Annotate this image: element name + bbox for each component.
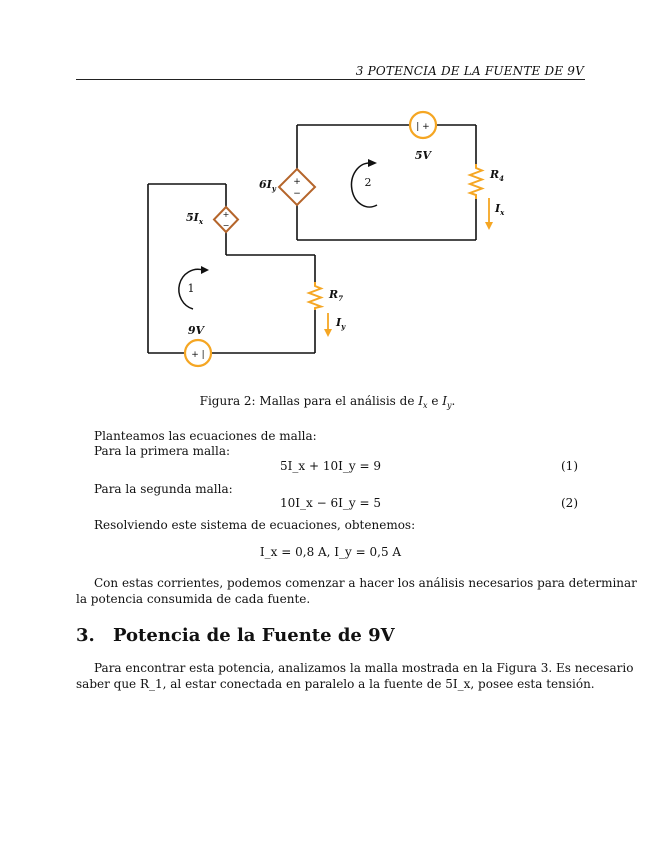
source-5V-terminals: | + (416, 122, 430, 132)
section-heading (76, 625, 395, 646)
source-5V (410, 112, 436, 138)
mesh1-wires (148, 184, 315, 353)
resistor-R4 (470, 164, 482, 199)
source-9V-label: 9V (187, 324, 205, 337)
paragraph-corrientes-line2: la potencia consumida de cada fuente. (76, 592, 311, 606)
dependent-source-5Ix (214, 207, 238, 232)
mesh1-number: 1 (187, 282, 195, 295)
mesh2-number: 2 (364, 176, 372, 189)
section-number: 3. (76, 625, 95, 646)
R4-label: $R_4$ (490, 168, 505, 183)
current-arrow-Iy (324, 313, 332, 337)
section-paragraph-line2: saber que R_1, al estar conectada en paralelo a la fuente de 5I_x, posee esta tensión. (76, 677, 595, 691)
Ix-label: $I_x$ (495, 202, 505, 217)
dep-5Ix-label: $5I_x$ (186, 211, 203, 226)
svg-text:+: + (222, 210, 230, 219)
svg-text:−: − (222, 221, 230, 230)
R7-label: $R_7$ (329, 288, 344, 303)
paragraph-corrientes-line1: Con estas corrientes, podemos comenzar a hacer los análisis necesarios para determinar (94, 576, 637, 590)
section-paragraph-line1: Para encontrar esta potencia, analizamos la malla mostrada en la Figura 3. Es necesario (94, 661, 634, 675)
current-arrow-Ix (485, 198, 493, 230)
equation-2: 10I_x − 6I_y = 5 (280, 496, 381, 510)
paragraph-planteamos: Planteamos las ecuaciones de malla: (94, 429, 317, 443)
dep-6Iy-label: $6I_y$ (259, 178, 276, 193)
equation-2-number: (2) (561, 496, 578, 510)
source-9V-terminals: + | (191, 350, 205, 360)
equation-1-number: (1) (561, 459, 578, 473)
mesh2-wires (297, 125, 476, 240)
Iy-label: $I_y$ (336, 316, 346, 331)
source-9V (185, 340, 211, 366)
equation-1: 5I_x + 10I_y = 9 (280, 459, 381, 473)
paragraph-resolviendo: Resolviendo este sistema de ecuaciones, obtenemos: (94, 518, 416, 532)
dependent-source-6Iy (279, 169, 315, 205)
svg-text:−: − (293, 189, 301, 199)
source-5V-label: 5V (414, 149, 432, 162)
figure-caption: Figura 2: Mallas para el análisis de $I_x$ e $I_y$. (199, 394, 456, 410)
running-header: 3 POTENCIA DE LA FUENTE DE 9V (355, 64, 584, 78)
paragraph-segunda-malla: Para la segunda malla: (94, 482, 233, 496)
svg-text:+: + (293, 177, 301, 187)
circuit-diagram (0, 0, 655, 390)
resistor-R7 (309, 282, 321, 310)
solution-equation: I_x = 0,8 A, I_y = 0,5 A (259, 545, 402, 559)
paragraph-primera-malla: Para la primera malla: (94, 444, 231, 458)
section-title: Potencia de la Fuente de 9V (113, 625, 395, 646)
